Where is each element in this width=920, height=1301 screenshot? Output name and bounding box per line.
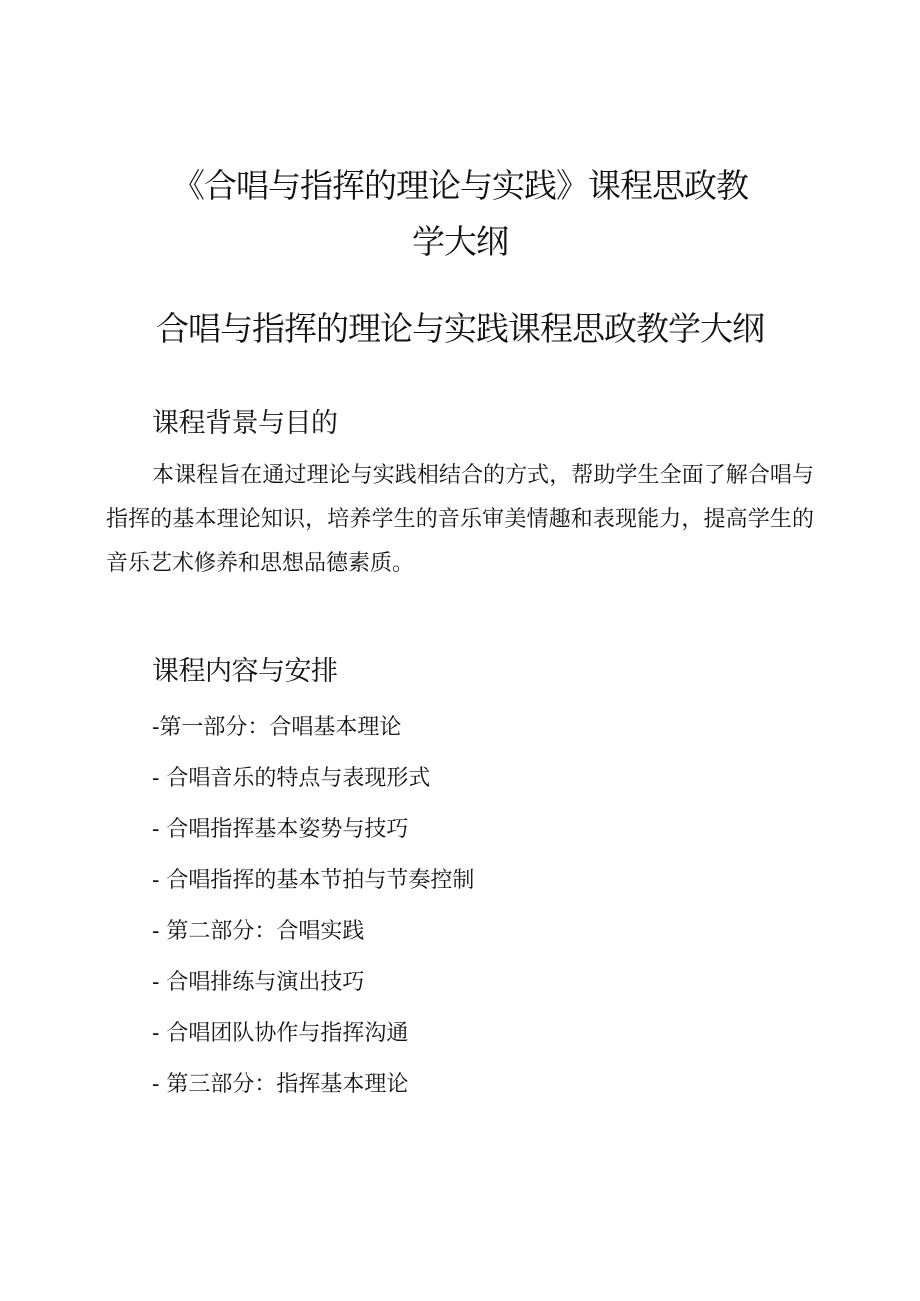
document-title-line-2: 学大纲 — [412, 222, 508, 261]
document-subtitle: 合唱与指挥的理论与实践课程思政教学大纲 — [156, 309, 764, 348]
outline-item-part-one: -第一部分：合唱基本理论 — [152, 715, 402, 740]
outline-item-part-two: - 第二部分：合唱实践 — [152, 919, 365, 944]
section-paragraph-background: 本课程旨在通过理论与实践相结合的方式，帮助学生全面了解合唱与指挥的基本理论知识，培养学生的音乐审美情趣和表现能力，提高学生的音乐艺术修养和思想品德素质。 — [106, 463, 814, 576]
outline-item: - 合唱排练与演出技巧 — [152, 970, 365, 995]
outline-item: - 合唱指挥的基本节拍与节奏控制 — [152, 868, 475, 893]
document-title — [100, 158, 820, 270]
section-heading-background: 课程背景与目的 — [152, 408, 338, 439]
outline-item-part-three: - 第三部分：指挥基本理论 — [152, 1072, 409, 1097]
course-outline-list — [152, 706, 474, 1114]
outline-item: - 合唱指挥基本姿势与技巧 — [152, 817, 409, 842]
section-heading-content: 课程内容与安排 — [152, 656, 338, 687]
document-title-line-1: 《合唱与指挥的理论与实践》课程思政教 — [172, 166, 748, 205]
outline-item: - 合唱音乐的特点与表现形式 — [152, 766, 431, 791]
outline-item: - 合唱团队协作与指挥沟通 — [152, 1021, 409, 1046]
